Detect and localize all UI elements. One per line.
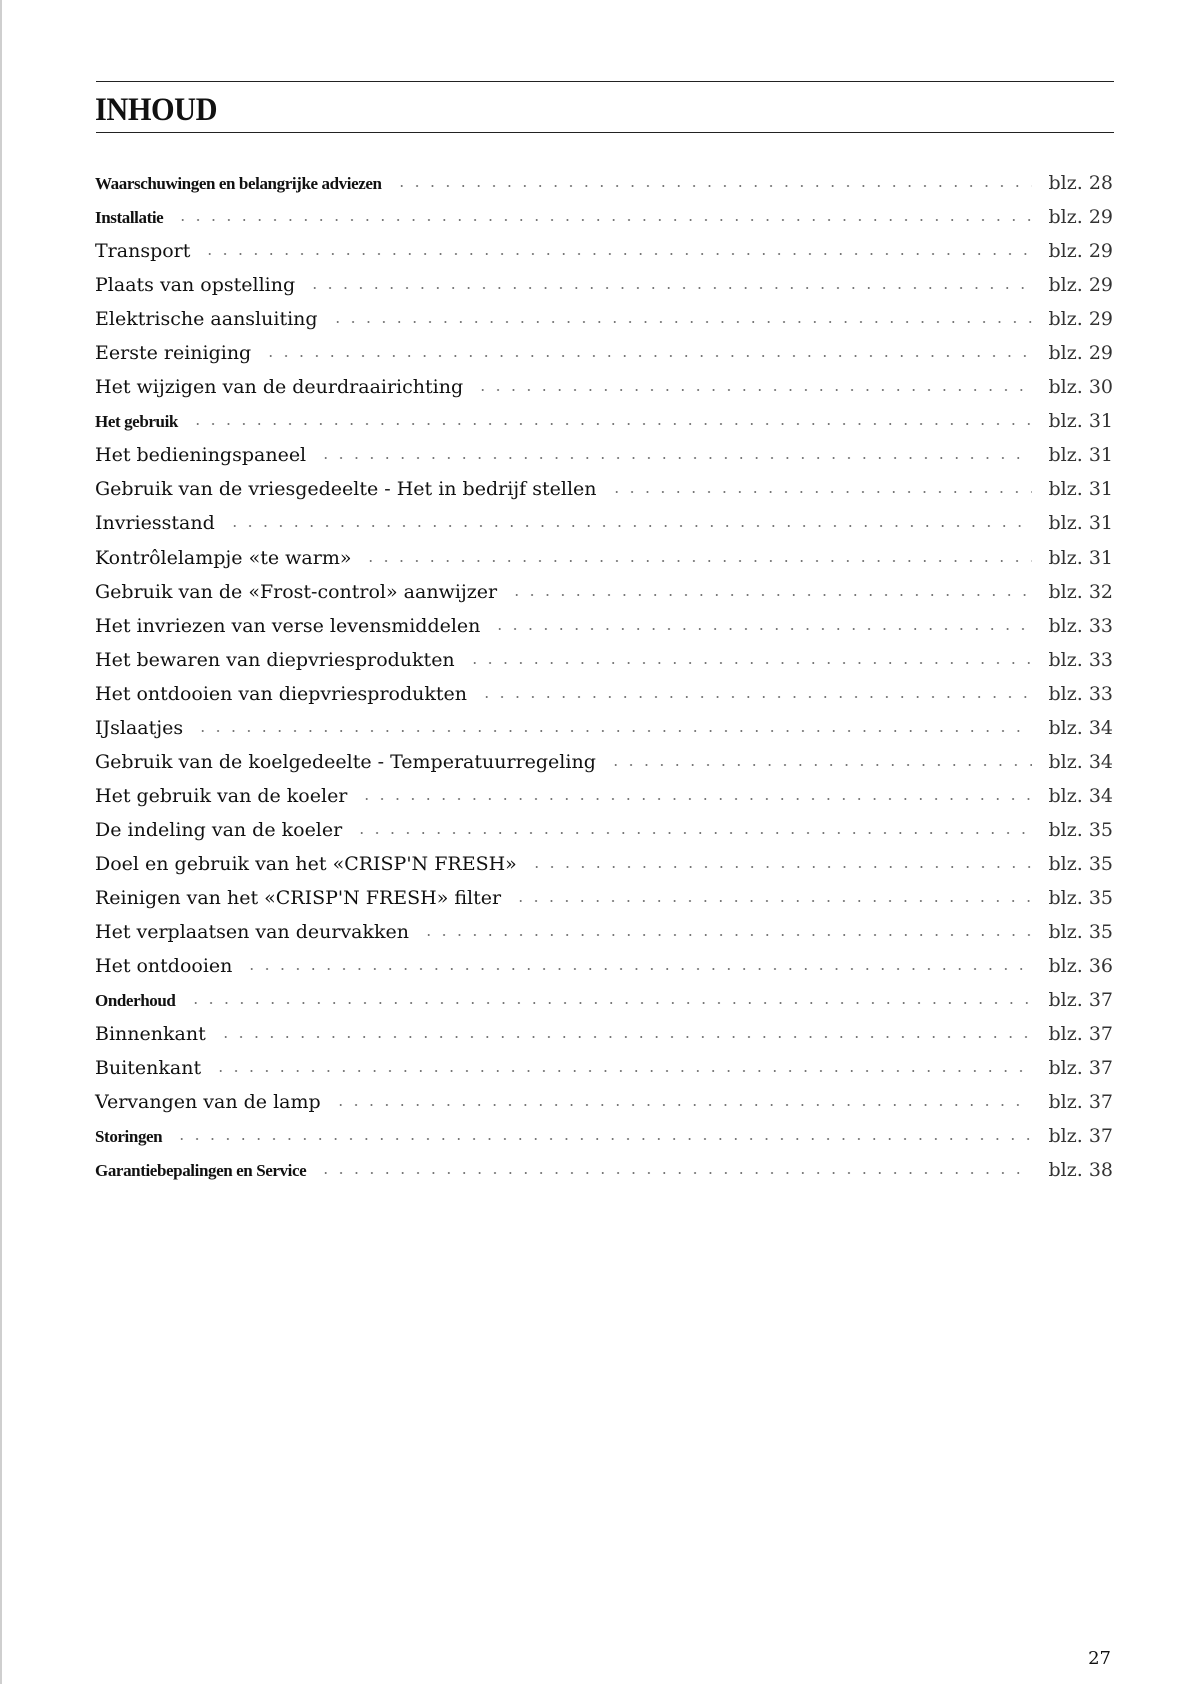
- toc-entry-page: blz. 29: [1048, 342, 1113, 365]
- toc-entry: [95, 819, 1113, 853]
- toc-entry: [95, 274, 1113, 308]
- dot-leader: [394, 185, 1033, 187]
- toc-entry-page: blz. 31: [1048, 512, 1113, 535]
- toc-entry-label: Garantiebepalingen en Service: [95, 1161, 307, 1181]
- toc-entry-label: Gebruik van de «Frost-control» aanwijzer: [95, 580, 498, 603]
- toc-entry-label: De indeling van de koeler: [95, 818, 343, 841]
- toc-entry-page: blz. 37: [1048, 1125, 1113, 1148]
- toc-entry: [95, 172, 1113, 206]
- dot-leader: [227, 525, 1033, 527]
- dot-leader: [467, 662, 1033, 664]
- toc-entry-page: blz. 33: [1048, 648, 1113, 671]
- toc-entry: [95, 1091, 1113, 1125]
- header-rule-bottom: [96, 132, 1114, 133]
- toc-entry-page: blz. 35: [1048, 852, 1113, 875]
- toc-entry-label: Elektrische aansluiting: [95, 308, 318, 331]
- toc-entry-label: Het bedieningspaneel: [95, 444, 307, 467]
- dot-leader: [175, 219, 1032, 221]
- toc-entry-page: blz. 37: [1048, 1023, 1113, 1046]
- dot-leader: [263, 355, 1032, 357]
- toc-entry: [95, 1159, 1113, 1193]
- toc-entry: [95, 751, 1113, 785]
- dot-leader: [509, 594, 1032, 596]
- toc-entry-label: Het invriezen van verse levensmiddelen: [95, 614, 481, 637]
- toc-entry-page: blz. 35: [1048, 921, 1113, 944]
- toc-entry: [95, 785, 1113, 819]
- toc-entry-page: blz. 34: [1048, 750, 1113, 773]
- dot-leader: [244, 968, 1032, 970]
- toc-entry-label: Invriesstand: [95, 512, 215, 535]
- toc-entry-label: Buitenkant: [95, 1057, 202, 1080]
- toc-entry-label: Onderhoud: [95, 991, 176, 1011]
- toc-entry-label: Storingen: [95, 1127, 163, 1147]
- toc-entry: [95, 240, 1113, 274]
- toc-entry-label: Installatie: [95, 208, 164, 228]
- dot-leader: [213, 1070, 1032, 1072]
- dot-leader: [190, 423, 1033, 425]
- toc-entry-label: Het gebruik van de koeler: [95, 784, 348, 807]
- header-rule-top: [96, 81, 1114, 82]
- toc-entry-page: blz. 31: [1048, 444, 1113, 467]
- toc-entry: [95, 581, 1113, 615]
- dot-leader: [609, 491, 1033, 493]
- toc-entry: [95, 478, 1113, 512]
- dot-leader: [307, 287, 1032, 289]
- dot-leader: [359, 798, 1032, 800]
- toc-entry-page: blz. 31: [1048, 546, 1113, 569]
- dot-leader: [202, 253, 1032, 255]
- toc-entry: [95, 717, 1113, 751]
- dot-leader: [354, 832, 1032, 834]
- toc-entry-label: Kontrôlelampje «te warm»: [95, 546, 352, 569]
- toc-entry-label: IJslaatjes: [95, 716, 184, 739]
- toc-entry-page: blz. 31: [1048, 478, 1113, 501]
- toc-entry-page: blz. 33: [1048, 614, 1113, 637]
- dot-leader: [333, 1104, 1033, 1106]
- toc-entry-label: Het gebruik: [95, 412, 178, 432]
- toc-entry-label: Gebruik van de vriesgedeelte - Het in bedrijf stellen: [95, 478, 597, 501]
- toc-entry: [95, 853, 1113, 887]
- toc-entry-page: blz. 29: [1048, 308, 1113, 331]
- toc-entry-label: Transport: [95, 240, 191, 263]
- dot-leader: [513, 900, 1032, 902]
- page-number: 27: [1088, 1648, 1111, 1669]
- toc-entry: [95, 444, 1113, 478]
- toc-entry-label: Waarschuwingen en belangrijke adviezen: [95, 174, 382, 193]
- toc-entry-page: blz. 29: [1048, 240, 1113, 263]
- toc-entry: [95, 615, 1113, 649]
- toc-entry-page: blz. 31: [1048, 410, 1113, 433]
- dot-leader: [174, 1138, 1032, 1140]
- toc-entry: [95, 410, 1113, 444]
- toc-entry-label: Doel en gebruik van het «CRISP'N FRESH»: [95, 852, 517, 875]
- toc-entry-label: Binnenkant: [95, 1023, 206, 1046]
- toc-entry: [95, 376, 1113, 410]
- toc-entry-label: Het verplaatsen van deurvakken: [95, 921, 409, 944]
- toc-entry: [95, 512, 1113, 546]
- toc-entry-page: blz. 34: [1048, 716, 1113, 739]
- dot-leader: [363, 560, 1032, 562]
- toc-entry: [95, 342, 1113, 376]
- toc-entry-page: blz. 29: [1048, 274, 1113, 297]
- dot-leader: [492, 628, 1032, 630]
- toc-entry: [95, 921, 1113, 955]
- dot-leader: [195, 730, 1032, 732]
- dot-leader: [421, 934, 1033, 936]
- toc-entry-page: blz. 28: [1048, 172, 1113, 194]
- toc-entry-label: Eerste reiniging: [95, 342, 252, 365]
- dot-leader: [608, 764, 1033, 766]
- toc-entry-label: Reinigen van het «CRISP'N FRESH» filter: [95, 886, 502, 909]
- toc-entry-label: Het ontdooien van diepvriesprodukten: [95, 682, 468, 705]
- toc-entry-page: blz. 35: [1048, 886, 1113, 909]
- toc-entry-label: Gebruik van de koelgedeelte - Temperatuurregeling: [95, 750, 596, 773]
- toc-entry: [95, 989, 1113, 1023]
- toc-entry-page: blz. 30: [1048, 376, 1113, 399]
- dot-leader: [318, 457, 1032, 459]
- toc-entry: [95, 206, 1113, 240]
- dot-leader: [529, 866, 1033, 868]
- toc-entry: [95, 1125, 1113, 1159]
- toc-entry-page: blz. 34: [1048, 784, 1113, 807]
- page-title: INHOUD: [95, 92, 218, 128]
- toc-entry-page: blz. 35: [1048, 818, 1113, 841]
- toc-entry: [95, 1023, 1113, 1057]
- dot-leader: [318, 1172, 1032, 1174]
- toc-entry: [95, 1057, 1113, 1091]
- toc-entry-label: Het bewaren van diepvriesprodukten: [95, 648, 455, 671]
- toc-entry-label: Het ontdooien: [95, 955, 233, 978]
- toc-entry-label: Vervangen van de lamp: [95, 1091, 321, 1114]
- table-of-contents: [95, 172, 1113, 1193]
- toc-entry-page: blz. 32: [1048, 580, 1113, 603]
- toc-entry-label: Het wijzigen van de deurdraairichting: [95, 376, 464, 399]
- toc-entry-page: blz. 36: [1048, 955, 1113, 978]
- toc-entry-page: blz. 38: [1048, 1159, 1113, 1182]
- toc-entry: [95, 955, 1113, 989]
- toc-entry-page: blz. 29: [1048, 206, 1113, 229]
- page-left-edge: [0, 0, 2, 1684]
- toc-entry: [95, 887, 1113, 921]
- toc-entry-label: Plaats van opstelling: [95, 274, 296, 297]
- toc-entry: [95, 308, 1113, 342]
- dot-leader: [475, 389, 1032, 391]
- toc-entry-page: blz. 37: [1048, 1057, 1113, 1080]
- toc-entry-page: blz. 37: [1048, 1091, 1113, 1114]
- toc-entry: [95, 547, 1113, 581]
- dot-leader: [330, 321, 1033, 323]
- toc-entry-page: blz. 33: [1048, 682, 1113, 705]
- dot-leader: [218, 1036, 1033, 1038]
- dot-leader: [188, 1002, 1033, 1004]
- dot-leader: [479, 696, 1032, 698]
- toc-entry: [95, 649, 1113, 683]
- toc-entry: [95, 683, 1113, 717]
- toc-entry-page: blz. 37: [1048, 989, 1113, 1012]
